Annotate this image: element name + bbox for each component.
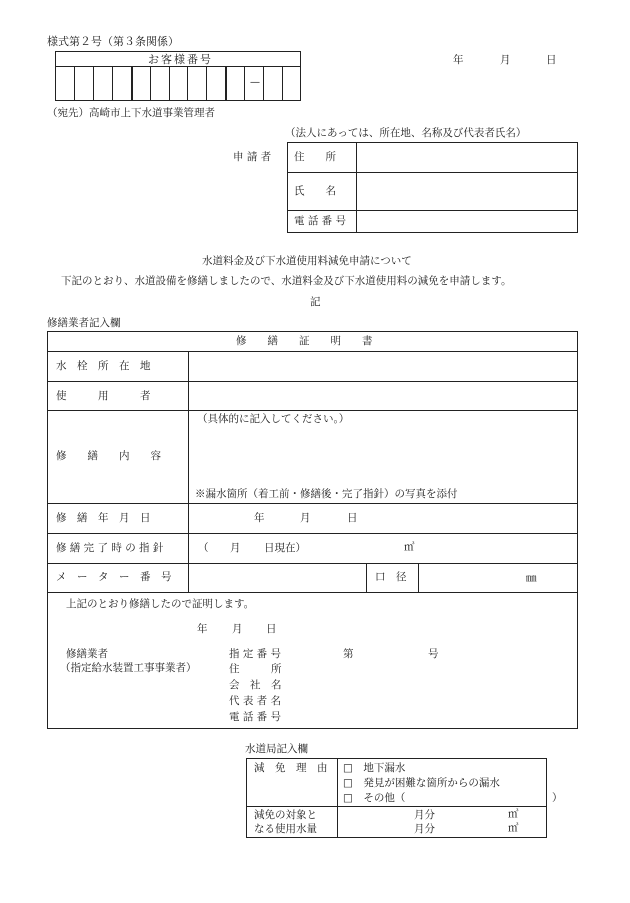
- contractor-sub: （指定給水装置工事事業者）: [60, 662, 197, 674]
- applicant-phone-label: 電 話 番 号: [294, 215, 347, 227]
- customer-number-cell-divider: [150, 66, 151, 101]
- date-year: 年: [453, 54, 464, 66]
- customer-number-cell-divider: [131, 66, 133, 101]
- applicant-address-field[interactable]: [360, 146, 574, 168]
- date-day: 日: [546, 54, 557, 66]
- designation-go: 号: [428, 648, 439, 660]
- customer-number-cell-divider: [93, 66, 94, 101]
- applicant-address-label: 住 所: [294, 151, 336, 163]
- customer-number-cell-divider: [187, 66, 188, 101]
- unit-2: ㎥: [508, 822, 519, 834]
- applicant-name-label: 氏 名: [294, 185, 336, 197]
- certify-day: 日: [266, 623, 277, 635]
- customer-number-cell-divider: [263, 66, 264, 101]
- repair-content-note: ※漏水箇所（着工前・修繕後・完了指針）の写真を添付: [195, 488, 458, 500]
- target-label-1: 減免の対象と: [254, 809, 317, 821]
- company-label: 会 社 名: [229, 679, 282, 691]
- customer-number-cell-divider: [206, 66, 207, 101]
- meter-reading-month: 月: [230, 542, 241, 554]
- contractor-address-label: 住 所: [229, 663, 282, 675]
- repair-content-field[interactable]: [192, 428, 574, 484]
- certify-month: 月: [232, 623, 243, 635]
- contractor-heading: 修繕業者記入欄: [47, 317, 121, 329]
- reason-option-2[interactable]: □ 発見が困難な箇所からの漏水: [343, 777, 500, 789]
- reason-option-1[interactable]: □ 地下漏水: [343, 762, 406, 774]
- meter-reading-unit: ㎥: [404, 541, 415, 553]
- reason-label: 減 免 理 由: [254, 762, 328, 774]
- meter-number-field[interactable]: [192, 566, 362, 589]
- designation-dai: 第: [343, 648, 354, 660]
- user-label: 使 用 者: [56, 390, 151, 402]
- customer-number-cell-divider: [169, 66, 170, 101]
- form-number: 様式第２号（第３条関係）: [47, 35, 179, 48]
- meter-reading-label: 修 繕 完 了 時 の 指 針: [56, 542, 164, 554]
- date-month: 月: [500, 54, 511, 66]
- customer-number-cell-divider: [244, 66, 245, 101]
- repair-date-day: 日: [347, 512, 358, 524]
- monthly-2: 月分: [414, 823, 435, 835]
- repair-date-label: 修 繕 年 月 日: [56, 512, 151, 524]
- certify-text: 上記のとおり修繕したので証明します。: [66, 598, 255, 610]
- diameter-label: 口 径: [375, 571, 407, 583]
- diameter-unit: ㎜: [526, 572, 537, 584]
- ki-mark: 記: [310, 296, 321, 308]
- water-bureau-heading: 水道局記入欄: [245, 743, 308, 755]
- customer-number-cell-divider: [225, 66, 227, 101]
- page-title: 水道料金及び下水道使用料減免申請について: [202, 255, 412, 267]
- meter-number-label: メ ー タ ー 番 号: [56, 571, 172, 583]
- monthly-1: 月分: [414, 809, 435, 821]
- customer-number-cell-divider: [282, 66, 283, 101]
- repair-date-month: 月: [300, 512, 311, 524]
- customer-number-cell-divider: [112, 66, 113, 101]
- repair-content-hint: （具体的に記入してください。）: [197, 413, 350, 425]
- corporate-note: （法人にあっては、所在地、名称及び代表者氏名）: [285, 127, 527, 139]
- reason-other-close: ）: [552, 792, 563, 804]
- customer-number-dash: —: [250, 77, 260, 88]
- user-field[interactable]: [192, 384, 574, 407]
- applicant-phone-field[interactable]: [360, 213, 574, 230]
- meter-reading-day: 日現在）: [264, 542, 306, 554]
- certify-year: 年: [197, 623, 208, 635]
- contractor-label: 修繕業者: [66, 648, 108, 660]
- repair-content-label: 修 繕 内 容: [56, 450, 161, 462]
- meter-reading-open: （: [198, 542, 209, 554]
- applicant-name-field[interactable]: [360, 176, 574, 206]
- applicant-label: 申 請 者: [233, 151, 272, 163]
- designation-label: 指 定 番 号: [229, 648, 282, 660]
- unit-1: ㎥: [508, 808, 519, 820]
- repair-date-year: 年: [254, 512, 265, 524]
- customer-number-label: お客様番号: [148, 53, 213, 66]
- addressee: （宛先）高崎市上下水道事業管理者: [47, 107, 215, 119]
- contractor-phone-label: 電 話 番 号: [229, 711, 282, 723]
- customer-number-cell-divider: [74, 66, 75, 101]
- target-label-2: なる使用水量: [254, 823, 317, 835]
- intro-text: 下記のとおり、水道設備を修繕しましたので、水道料金及び下水道使用料の減免を申請します。: [61, 275, 512, 287]
- location-field[interactable]: [192, 354, 574, 378]
- reason-option-3[interactable]: □ その他（: [343, 792, 406, 804]
- location-label: 水 栓 所 在 地: [56, 360, 151, 372]
- rep-label: 代 表 者 名: [229, 695, 282, 707]
- certificate-title: 修 繕 証 明 書: [236, 335, 373, 347]
